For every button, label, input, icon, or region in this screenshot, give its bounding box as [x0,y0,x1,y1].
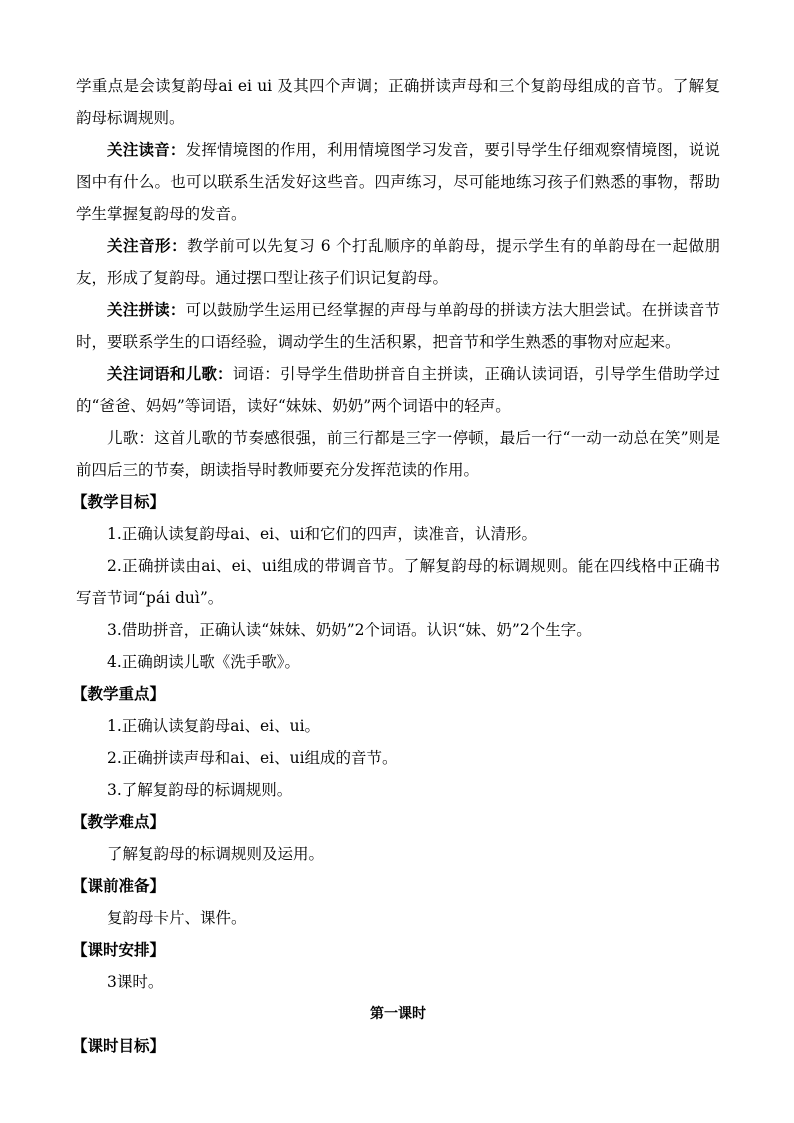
focus-label: 关注词语和儿歌： [107,364,233,383]
document-body [72,70,720,1062]
focus-text: 词语：引导学生借助拼音自主拼读，正确认读词语，引导学生借助学过的“爸爸、妈妈”等词语，读好“妹妹、奶奶”两个词语中的轻声。 [76,365,720,415]
section-heading-schedule: 【课时安排】 [72,940,166,959]
focus-label: 关注音形： [107,236,188,255]
prep-text: 复韵母卡片、课件。 [107,909,247,927]
goal-item: 4.正确朗读儿歌《洗手歌》。 [107,653,301,671]
focus-text: 教学前可以先复习 6 个打乱顺序的单韵母，提示学生有的单韵母在一起做朋友，形成了复韵母。通过摆口型让孩子们识记复韵母。 [76,237,720,287]
focus-spelling [76,294,720,358]
focus-text: 发挥情境图的作用，利用情境图学习发音，要引导学生仔细观察情境图，说说图中有什么。也可以联系生活发好这些音。四声练习，尽可能地练习孩子们熟悉的事物，帮助学生掌握复韵母的发音。 [76,141,720,223]
focus-label: 关注读音： [107,140,186,159]
section-heading-goals: 【教学目标】 [72,492,166,511]
focus-pronunciation [76,134,720,230]
focus-label: 关注拼读： [107,300,186,319]
focus-words-song [76,358,720,422]
goal-item: 3.借助拼音，正确认读“妹妹、奶奶”2个词语。认识“妹、奶”2个生字。 [107,621,592,639]
schedule-text: 3课时。 [107,973,164,991]
section-heading-difficulty: 【教学难点】 [72,812,166,831]
song-note: 儿歌：这首儿歌的节奏感很强，前三行都是三字一停顿，最后一行“一动一动总在笑”则是前四后三的节奏，朗读指导时教师要充分发挥范读的作用。 [76,429,720,479]
section-heading-key-points: 【教学重点】 [72,684,166,703]
key-point-item: 2.正确拼读声母和ai、ei、ui组成的音节。 [107,749,398,767]
key-point-item: 1.正确认读复韵母ai、ei、ui。 [107,717,321,735]
focus-text: 可以鼓励学生运用已经掌握的声母与单韵母的拼读方法大胆尝试。在拼读音节时，要联系学生的口语经验，调动学生的生活积累，把音节和学生熟悉的事物对应起来。 [76,301,720,351]
intro-paragraph: 学重点是会读复韵母ai ei ui 及其四个声调；正确拼读声母和三个复韵母组成的音节。了解复韵母标调规则。 [76,77,720,127]
focus-shape [76,230,720,294]
key-point-item: 3.了解复韵母的标调规则。 [107,781,293,799]
difficulty-text: 了解复韵母的标调规则及运用。 [107,845,325,863]
lesson-title: 第一课时 [370,1006,426,1022]
section-heading-lesson-goals: 【课时目标】 [72,1036,166,1055]
goal-item: 2.正确拼读由ai、ei、ui组成的带调音节。了解复韵母的标调规则。能在四线格中正确书写音节词“pái duì”。 [76,557,720,607]
section-heading-prep: 【课前准备】 [72,876,166,895]
goal-item: 1.正确认读复韵母ai、ei、ui和它们的四声，读准音，认清形。 [107,525,538,543]
